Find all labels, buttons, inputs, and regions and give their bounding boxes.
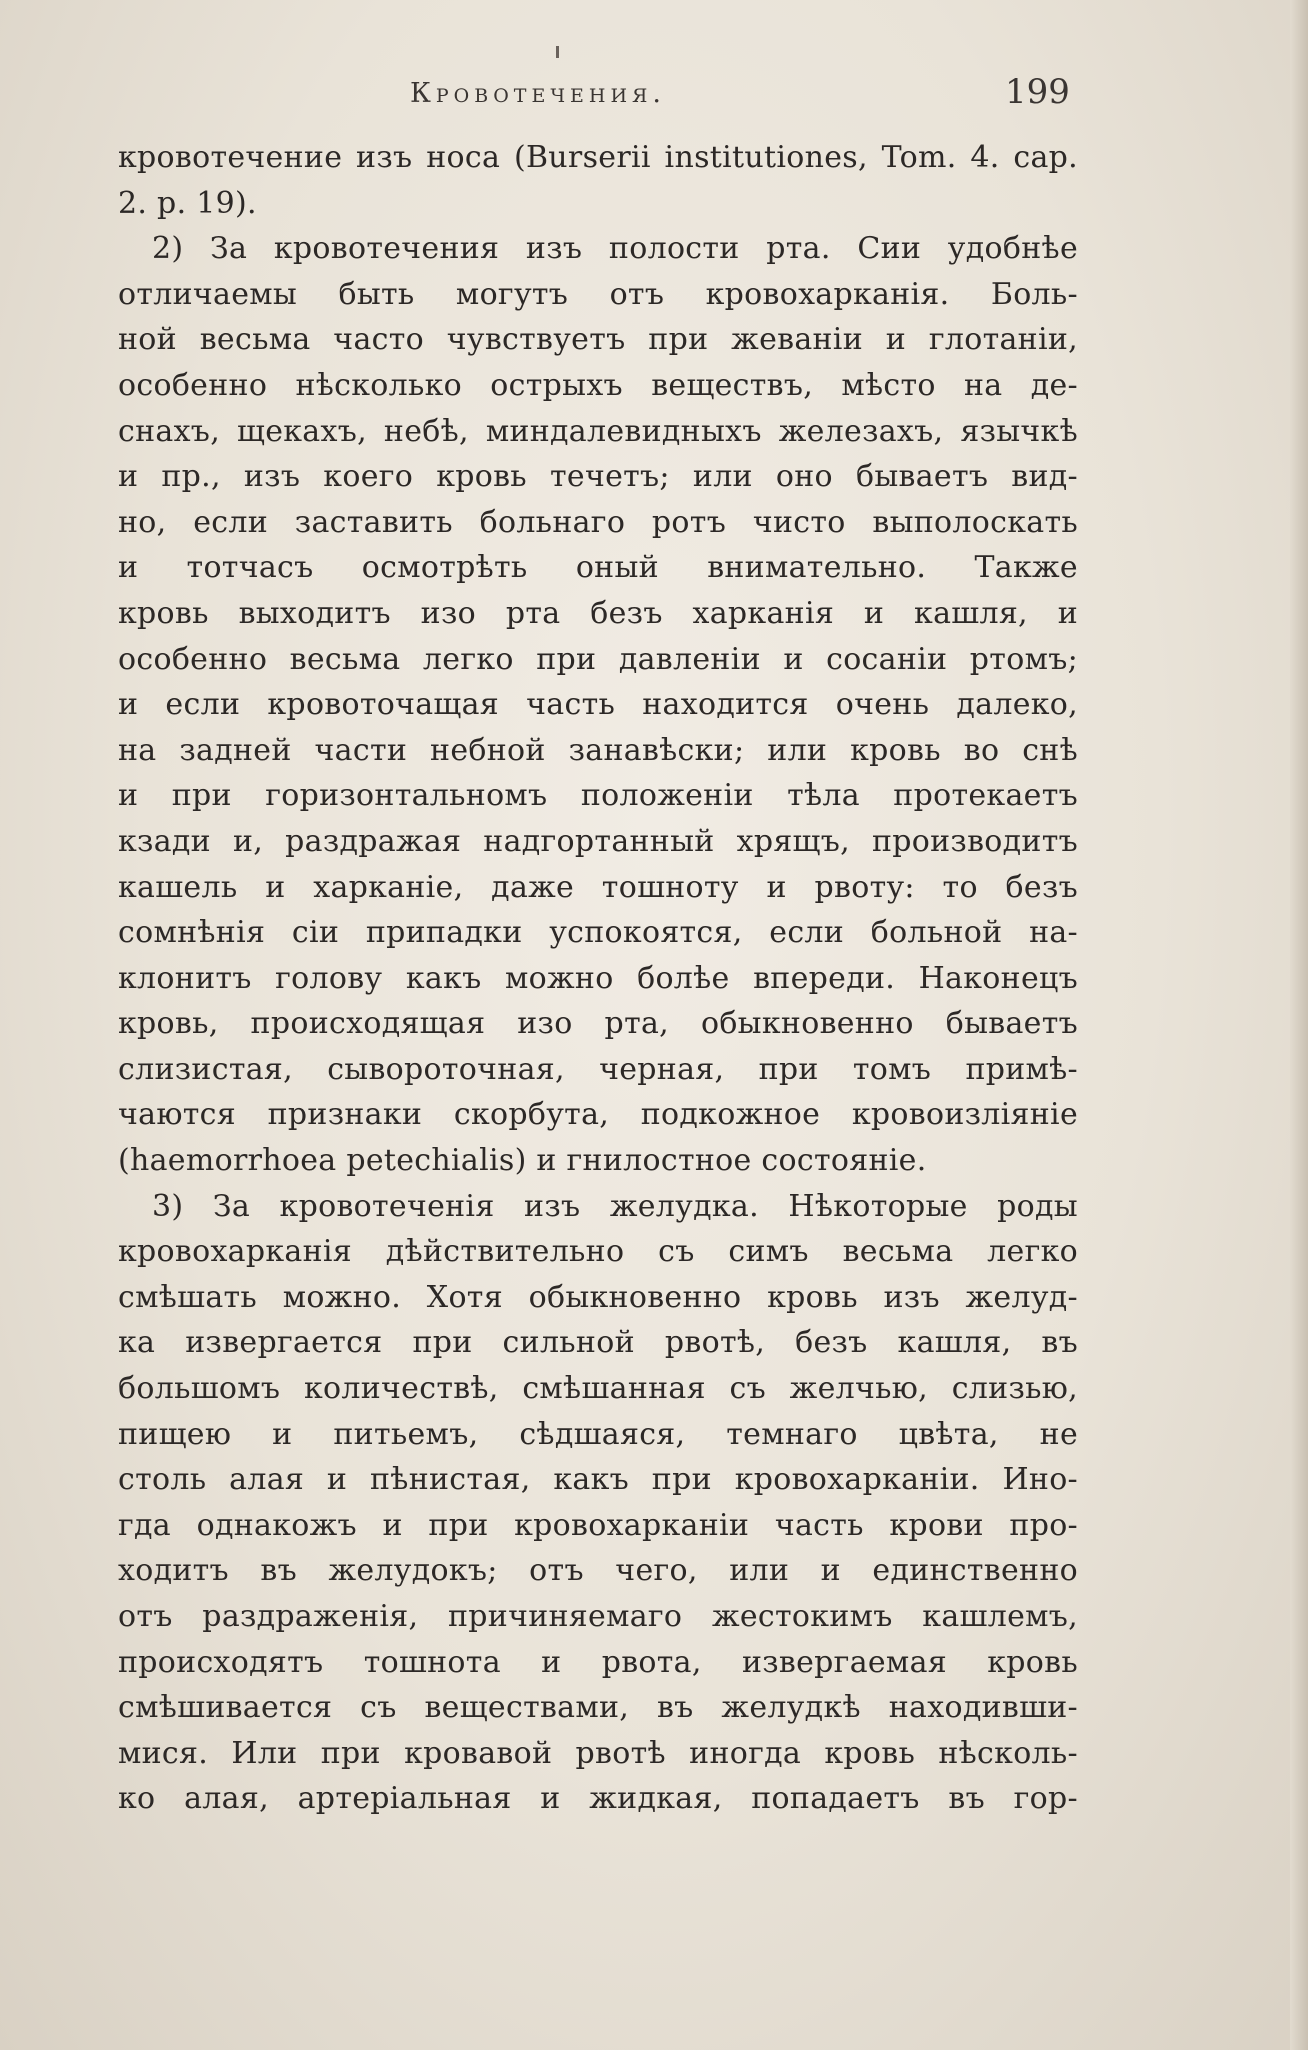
text-line: ко алая, артеріальная и жидкая, попадаетъ въ гор- xyxy=(118,1781,1078,1817)
text-line: гда однакожъ и при кровохарканіи часть крови про- xyxy=(118,1507,1078,1543)
page-number: 199 xyxy=(1005,72,1070,112)
body-text xyxy=(118,135,1078,1822)
text-line: отличаемы быть могутъ отъ кровохарканія. Боль- xyxy=(118,276,1078,312)
text-line: большомъ количествѣ, смѣшанная съ желчью, слизью, xyxy=(118,1371,1078,1407)
text-line: смѣшивается съ веществами, въ желудкѣ находивши- xyxy=(118,1690,1078,1726)
text-line: клонитъ голову какъ можно болѣе впереди. Наконецъ xyxy=(118,960,1078,996)
text-line: 2. p. 19). xyxy=(118,185,257,221)
text-line: и при горизонтальномъ положеніи тѣла протекаетъ xyxy=(118,778,1078,814)
text-line: отъ раздраженія, причиняемаго жестокимъ кашлемъ, xyxy=(118,1599,1078,1634)
page-header xyxy=(0,72,1308,118)
text-line: кровь, происходящая изо рта, обыкновенно бываетъ xyxy=(118,1006,1078,1042)
text-line: кровохарканія дѣйствительно съ симъ весьма легко xyxy=(118,1234,1078,1270)
text-line: происходятъ тошнота и рвота, извергаемая кровь xyxy=(118,1644,1078,1680)
text-line: кровотечение изъ носа (Burserii institutiones, Tom. 4. cap. xyxy=(118,140,1078,175)
text-line: слизистая, сывороточная, черная, при томъ примѣ- xyxy=(118,1051,1078,1087)
text-line: кашель и харканіе, даже тошноту и рвоту: то безъ xyxy=(118,869,1078,905)
print-mark xyxy=(556,46,559,58)
text-line: особенно нѣсколько острыхъ веществъ, мѣсто на де- xyxy=(118,367,1078,403)
text-line: пищею и питьемъ, сѣдшаяся, темнаго цвѣта, не xyxy=(118,1416,1078,1452)
text-line: и тотчасъ осмотрѣть оный внимательно. Также xyxy=(118,550,1078,586)
text-line: столь алая и пѣнистая, какъ при кровохарканіи. Ино- xyxy=(118,1462,1078,1498)
text-line: ходитъ въ желудокъ; отъ чего, или и единственно xyxy=(118,1553,1078,1589)
text-line: ной весьма часто чувствуетъ при жеваніи и глотаніи, xyxy=(118,322,1078,358)
text-line: сомнѣнія сіи припадки успокоятся, если больной на- xyxy=(118,915,1078,951)
text-line: кзади и, раздражая надгортанный хрящъ, производитъ xyxy=(118,823,1078,859)
text-line: мися. Или при кровавой рвотѣ иногда кровь нѣсколь- xyxy=(118,1735,1078,1771)
text-line: (haemorrhoea petechialis) и гнилостное состояніе. xyxy=(118,1143,927,1179)
text-line: смѣшать можно. Хотя обыкновенно кровь изъ желуд- xyxy=(118,1279,1078,1315)
text-line: и пр., изъ коего кровь течетъ; или оно бываетъ вид- xyxy=(118,459,1078,495)
text-line: на задней части небной занавѣски; или кровь во снѣ xyxy=(118,732,1078,768)
text-line: и если кровоточащая часть находится очень далеко, xyxy=(118,687,1078,723)
text-line: ка извергается при сильной рвотѣ, безъ кашля, въ xyxy=(118,1325,1078,1361)
text-line: кровь выходитъ изо рта безъ харканія и кашля, и xyxy=(118,595,1078,631)
page-edge-shadow xyxy=(1290,0,1308,2050)
text-line: 2) За кровотечения изъ полости рта. Сии удобнѣе xyxy=(152,231,1078,267)
text-line: особенно весьма легко при давленіи и сосаніи ртомъ; xyxy=(118,641,1078,677)
running-title: Кровотечения. xyxy=(410,78,666,109)
text-line: но, если заставить больнаго ротъ чисто выполоскать xyxy=(118,504,1078,540)
text-line: снахъ, щекахъ, небѣ, миндалевидныхъ железахъ, язычкѣ xyxy=(118,413,1078,449)
text-line: чаются признаки скорбута, подкожное кровоизліяніе xyxy=(118,1097,1078,1133)
text-line: 3) За кровотеченія изъ желудка. Нѣкоторые роды xyxy=(152,1188,1078,1224)
